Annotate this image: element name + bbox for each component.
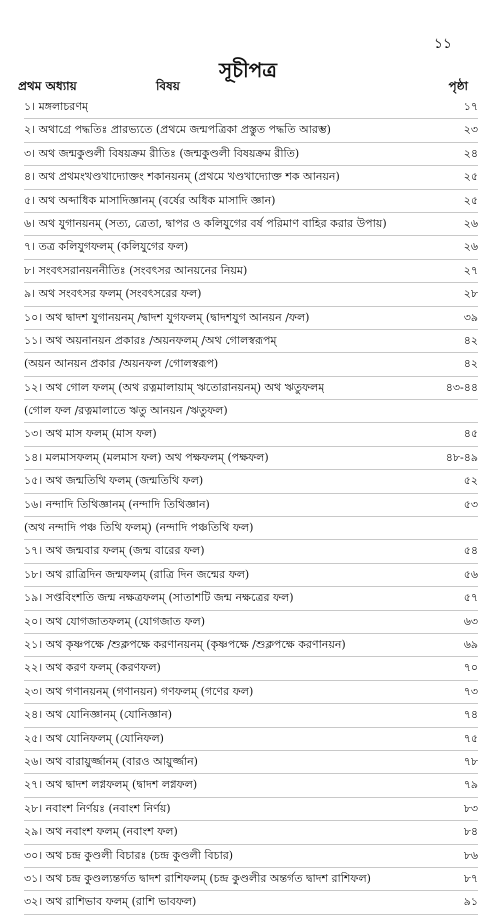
toc-entry-title: ১৫। অথ জন্মতিথি ফলম্ (জন্মতিথি ফল): [24, 474, 204, 488]
toc-entry: [24, 283, 478, 306]
toc-entry-page: ৮৭: [463, 871, 478, 885]
toc-entry-page: ২৫: [463, 193, 478, 207]
toc-entry: [24, 236, 478, 259]
toc-entry-page: ৭৮: [463, 754, 478, 768]
toc-entry-page: ৪৩-৪৪: [445, 380, 478, 394]
toc-entry-page: ২৮: [463, 287, 478, 301]
toc-entry-title: ১৭। অথ জন্মবার ফলম্ (জন্ম বারের ফল): [24, 544, 205, 558]
toc-entry-title: ৯। অথ সংবৎসর ফলম্ (সংবৎসরের ফল): [24, 287, 202, 301]
toc-entry: [24, 377, 478, 400]
toc-entry: [24, 307, 478, 330]
toc-entry-page: ৭৫: [463, 731, 478, 745]
toc-entry-title: ১৯। সপ্তবিংশতি জন্ম নক্ষত্রফলম্ (সাতাশটি জন্ম নক্ষত্রের ফল): [24, 591, 294, 605]
toc-entry-page: ৭৪: [463, 708, 478, 722]
toc-entry-title: ১১। অথ অয়নানয়ন প্রকারঃ /অয়নফলম্ /অথ গোলস্বরূপম্: [24, 333, 277, 347]
toc-entry-page: ৪৫: [463, 427, 478, 441]
toc-entry: [24, 868, 478, 891]
toc-entry-page: ৭৩: [463, 684, 478, 698]
toc-entry: [24, 657, 478, 680]
toc-entry-page: ২৪: [463, 146, 478, 160]
toc-entry: [24, 260, 478, 283]
toc-entry-title: ২৭। অথ দ্বাদশ লগ্নফলম্ (দ্বাদশ লগ্নফল): [24, 778, 198, 792]
toc-entry-title: ১৮। অথ রাত্রিদিন জন্মফলম্ (রাত্রি দিন জন্মের ফল): [24, 567, 250, 581]
toc-entry-title: ৩২। অথ রাশিভাব ফলম্ (রাশি ভাবফল): [24, 895, 197, 909]
toc-entry: [24, 330, 478, 353]
toc-entry: [24, 166, 478, 189]
toc-entry-title: ১৪। মলমাসফলম্ (মলমাস ফল) অথ পক্ষফলম্ (পক্ষফল): [24, 450, 269, 464]
toc-entry-title: ২। অথাগ্রে পদ্ধতিঃ প্রারভ্যতে (প্রথমে জন্মপত্রিকা প্রস্তুত পদ্ধতি আরম্ভ): [24, 123, 331, 137]
subject-header: বিষয়: [156, 79, 180, 93]
toc-entry: [24, 845, 478, 868]
toc-entry-title: ৩। অথ জন্মকুণ্ডলী বিষয়ক্রম রীতিঃ (জন্মকুণ্ডলী বিষয়ক্রম রীতি): [24, 146, 300, 160]
toc-entry: [24, 728, 478, 751]
toc-entry-page: ৭৯: [463, 778, 478, 792]
toc-entry: [24, 494, 478, 517]
toc-entry-title: ১২। অথ গোল ফলম্ (অথ রত্নমালায়াম্ ঋতোরানয়নম্) অথ ঋতুফলম্: [24, 380, 325, 394]
toc-entry-title: ২৯। অথ নবাংশ ফলম্ (নবাংশ ফল): [24, 825, 178, 839]
toc-entry-title: ৫। অথ অব্দাধিক মাসাদিজ্ঞানম্ (বর্ষের অধিক মাসাদি জ্ঞান): [24, 193, 276, 207]
toc-entry-page: ২৫: [463, 170, 478, 184]
toc-entry-title: ২১। অথ কৃষ্ণপক্ষে /শুক্লপক্ষে করণানয়নম্ (কৃষ্ণপক্ষে /শুক্লপক্ষে করণানয়ন): [24, 637, 346, 651]
toc-entry: [24, 587, 478, 610]
toc-entry-page: ৫৪: [463, 544, 478, 558]
page-title: সূচীপত্র: [219, 58, 277, 82]
chapter-header: প্রথম অধ্যায়: [18, 79, 77, 93]
toc-entry: [24, 213, 478, 236]
toc-entry: [24, 423, 478, 446]
toc-entry-title: ১৩। অথ মাস ফলম্ (মাস ফল): [24, 427, 157, 441]
toc-entry-page: ৮৬: [463, 848, 478, 862]
toc-entry-title: (অয়ন আনয়ন প্রকার /অয়নফল /গোলস্বরূপ): [24, 357, 219, 371]
page-number: ১১: [433, 36, 452, 52]
toc-entry-title: ৭। তত্র কলিযুগফলম্ (কলিযুগের ফল): [24, 240, 189, 254]
toc-entry-page: ৪২: [463, 357, 478, 371]
toc-entry: [24, 681, 478, 704]
toc-entry-page: ৭০: [463, 661, 478, 675]
toc-entry-page: ৫৬: [463, 567, 478, 581]
toc-entry: [24, 774, 478, 797]
toc-entry-page: ৪২: [463, 333, 478, 347]
toc-entry-title: ৬। অথ যুগানয়নম্ (সত্য, ত্রেতা, দ্বাপর ও কলিযুগের বর্ষ পরিমাণ বাহির করার উপায়): [24, 216, 387, 230]
toc-entry-title: ২৮। নবাংশ নির্ণয়ঃ (নবাংশ নির্ণয়): [24, 801, 171, 815]
toc-entry-page: ৫৭: [463, 591, 478, 605]
toc-entry-title: ১০। অথ দ্বাদশ যুগানয়নম্ /দ্বাদশ যুগফলম্ (দ্বাদশযুগ আনয়ন /ফল): [24, 310, 310, 324]
toc-entry-title: (গোল ফল /রত্নমালাতে ঋতু আনয়ন /ঋতুফল): [24, 404, 228, 418]
toc-entry-title: ২৬। অথ বারায়ুর্জ্জানম্ (বারও আয়ুর্জ্জান): [24, 754, 198, 768]
toc-entry-page: ৫৩: [463, 497, 478, 511]
toc-entry-page: ২৬: [463, 216, 478, 230]
toc-entry-title: ২০। অথ যোগজাতফলম্ (যোগজাত ফল): [24, 614, 206, 628]
toc-entry: [24, 119, 478, 142]
toc-entry-page: ৬৩: [463, 614, 478, 628]
toc-entry: [24, 96, 478, 119]
toc-entry-title: ৩০। অথ চন্দ্র কুণ্ডলী বিচারঃ (চন্দ্র কুণ্ডলী বিচার): [24, 848, 234, 862]
toc-entry: [24, 447, 478, 470]
toc-entry: [24, 517, 478, 540]
toc-entry: [24, 704, 478, 727]
toc-entry: [24, 564, 478, 587]
toc-entry: [24, 611, 478, 634]
toc-entry-title: ২৫। অথ যোনিফলম্ (যোনিফল): [24, 731, 164, 745]
toc-entry: [24, 143, 478, 166]
toc-entry: [24, 821, 478, 844]
toc-entry-page: ২৬: [463, 240, 478, 254]
toc-entry-page: ২৩: [463, 123, 478, 137]
toc-entry: [24, 634, 478, 657]
toc-entry: [24, 891, 478, 914]
column-headers: [18, 78, 468, 94]
toc-entry-title: ১। মঙ্গলাচরণম্: [24, 100, 89, 113]
toc-entry-page: ৫২: [463, 474, 478, 488]
toc-entry-title: ৩১। অথ চন্দ্র কুণ্ডল্যন্তর্গত দ্বাদশ রাশিফলম্ (চন্দ্র কুণ্ডলীর অন্তর্গত দ্বাদশ রাশিফল): [24, 871, 371, 885]
toc-entry: [24, 798, 478, 821]
toc-entry-title: ৪। অথ প্রথমংখণ্ডখাদ্যোক্তং শকানয়নম্ (প্রথমে খণ্ডখাদ্যোক্ত শক আনয়ন): [24, 170, 340, 184]
toc-entry: [24, 470, 478, 493]
page-header: পৃষ্ঠা: [448, 79, 468, 93]
toc-entry: [24, 190, 478, 213]
toc-entry-page: ৯১: [463, 895, 478, 909]
toc-entry-title: ১৬। নন্দাদি তিথিজ্ঞানম্ (নন্দাদি তিথিজ্ঞান): [24, 497, 210, 511]
toc-entry-page: ৪৮-৪৯: [445, 450, 478, 464]
toc-entry: [24, 400, 478, 423]
toc-entry-title: ২২। অথ করণ ফলম্ (করণফল): [24, 661, 161, 675]
toc-entry-page: ১৭: [463, 100, 478, 113]
toc-entry-title: ২৪। অথ যোনিজ্ঞানম্ (যোনিজ্ঞান): [24, 708, 173, 722]
toc-entry: [24, 540, 478, 563]
toc-entry-page: ২৭: [463, 263, 478, 277]
toc-entry: [24, 353, 478, 376]
toc-entry-title: ২৩। অথ গণানয়নম্ (গণানয়ন) গণফলম্ (গণের ফল): [24, 684, 254, 698]
toc-entry-title: (অথ নন্দাদি পঞ্চ তিথি ফলম্) (নন্দাদি পঞ্চতিথি ফল): [24, 521, 254, 535]
toc-entry-page: ৩৯: [463, 310, 478, 324]
table-of-contents: [24, 96, 478, 915]
toc-entry-page: ৬৯: [463, 637, 478, 651]
toc-entry-page: ৮৩: [463, 801, 478, 815]
toc-entry-page: ৮৪: [463, 825, 478, 839]
toc-entry-title: ৮। সংবৎসরানয়ননীতিঃ (সংবৎসর আনয়নের নিয়ম): [24, 263, 248, 277]
toc-entry: [24, 751, 478, 774]
